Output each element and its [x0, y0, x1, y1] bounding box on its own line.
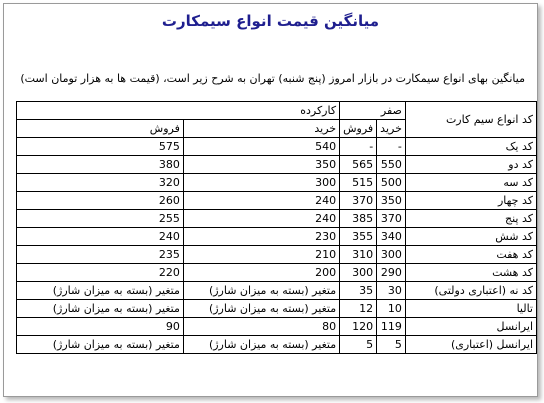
new-sell-cell: 310 — [340, 246, 377, 264]
new-sell-cell: - — [340, 138, 377, 156]
used-buy-cell: 80 — [183, 318, 339, 336]
used-buy-cell: متغیر (بسته به میزان شارژ) — [183, 336, 339, 354]
new-buy-cell: 10 — [377, 300, 406, 318]
used-sell-cell: 220 — [17, 264, 184, 282]
sim-code-cell: کد چهار — [405, 192, 536, 210]
table-row — [17, 336, 537, 354]
table-row — [17, 210, 537, 228]
used-sell-cell: متغیر (بسته به میزان شارژ) — [17, 336, 184, 354]
table-row — [17, 138, 537, 156]
sim-code-cell: تالیا — [405, 300, 536, 318]
used-buy-header: خرید — [183, 120, 339, 138]
new-buy-header: خرید — [377, 120, 406, 138]
used-sell-cell: 260 — [17, 192, 184, 210]
new-sell-cell: 385 — [340, 210, 377, 228]
table-header-row — [17, 102, 537, 120]
table-row — [17, 192, 537, 210]
new-sell-header: فروش — [340, 120, 377, 138]
sim-code-cell: ایرانسل (اعتباری) — [405, 336, 536, 354]
new-buy-cell: 340 — [377, 228, 406, 246]
table-row — [17, 156, 537, 174]
new-sell-cell: 355 — [340, 228, 377, 246]
used-buy-cell: 230 — [183, 228, 339, 246]
new-sell-cell: 565 — [340, 156, 377, 174]
sim-code-cell: کد شش — [405, 228, 536, 246]
sim-code-cell: کد سه — [405, 174, 536, 192]
new-buy-cell: - — [377, 138, 406, 156]
sim-code-cell: ایرانسل — [405, 318, 536, 336]
new-buy-cell: 119 — [377, 318, 406, 336]
price-table — [16, 101, 537, 354]
new-sell-cell: 370 — [340, 192, 377, 210]
new-buy-cell: 370 — [377, 210, 406, 228]
used-sell-cell: 90 — [17, 318, 184, 336]
new-buy-cell: 290 — [377, 264, 406, 282]
sim-code-cell: کد دو — [405, 156, 536, 174]
new-sell-cell: 35 — [340, 282, 377, 300]
sim-code-cell: کد هشت — [405, 264, 536, 282]
new-buy-cell: 5 — [377, 336, 406, 354]
used-sell-cell: 575 — [17, 138, 184, 156]
table-row — [17, 228, 537, 246]
used-buy-cell: متغیر (بسته به میزان شارژ) — [183, 282, 339, 300]
new-buy-cell: 550 — [377, 156, 406, 174]
table-row — [17, 318, 537, 336]
used-sell-cell: 320 — [17, 174, 184, 192]
new-buy-cell: 30 — [377, 282, 406, 300]
used-buy-cell: 300 — [183, 174, 339, 192]
sim-code-cell: کد هفت — [405, 246, 536, 264]
used-sell-cell: 380 — [17, 156, 184, 174]
used-buy-cell: 210 — [183, 246, 339, 264]
new-buy-cell: 300 — [377, 246, 406, 264]
sim-code-header: کد انواع سیم کارت — [405, 102, 536, 138]
used-sell-cell: متغیر (بسته به میزان شارژ) — [17, 282, 184, 300]
intro-text: میانگین بهای انواع سیمکارت در بازار امروز (پنج شنبه) تهران به شرح زیر است، (قیمت ها به هزار تومان است) — [20, 72, 525, 85]
table-row — [17, 264, 537, 282]
new-sell-cell: 515 — [340, 174, 377, 192]
used-buy-cell: 200 — [183, 264, 339, 282]
used-buy-cell: 240 — [183, 210, 339, 228]
used-buy-cell: 240 — [183, 192, 339, 210]
new-buy-cell: 500 — [377, 174, 406, 192]
new-buy-cell: 350 — [377, 192, 406, 210]
sim-code-cell: کد یک — [405, 138, 536, 156]
new-sell-cell: 120 — [340, 318, 377, 336]
used-sell-cell: 255 — [17, 210, 184, 228]
used-group-header: کارکرده — [17, 102, 340, 120]
table-row — [17, 174, 537, 192]
table-row — [17, 246, 537, 264]
used-buy-cell: 540 — [183, 138, 339, 156]
new-sell-cell: 12 — [340, 300, 377, 318]
used-sell-header: فروش — [17, 120, 184, 138]
used-sell-cell: متغیر (بسته به میزان شارژ) — [17, 300, 184, 318]
new-sell-cell: 300 — [340, 264, 377, 282]
page-title: میانگین قیمت انواع سیمکارت — [161, 12, 380, 30]
sim-code-cell: کد نه (اعتباری دولتی) — [405, 282, 536, 300]
sim-code-cell: کد پنج — [405, 210, 536, 228]
new-sell-cell: 5 — [340, 336, 377, 354]
new-group-header: صفر — [340, 102, 406, 120]
used-sell-cell: 235 — [17, 246, 184, 264]
used-sell-cell: 240 — [17, 228, 184, 246]
table-row — [17, 282, 537, 300]
used-buy-cell: متغیر (بسته به میزان شارژ) — [183, 300, 339, 318]
used-buy-cell: 350 — [183, 156, 339, 174]
table-row — [17, 300, 537, 318]
content-frame — [3, 3, 538, 397]
